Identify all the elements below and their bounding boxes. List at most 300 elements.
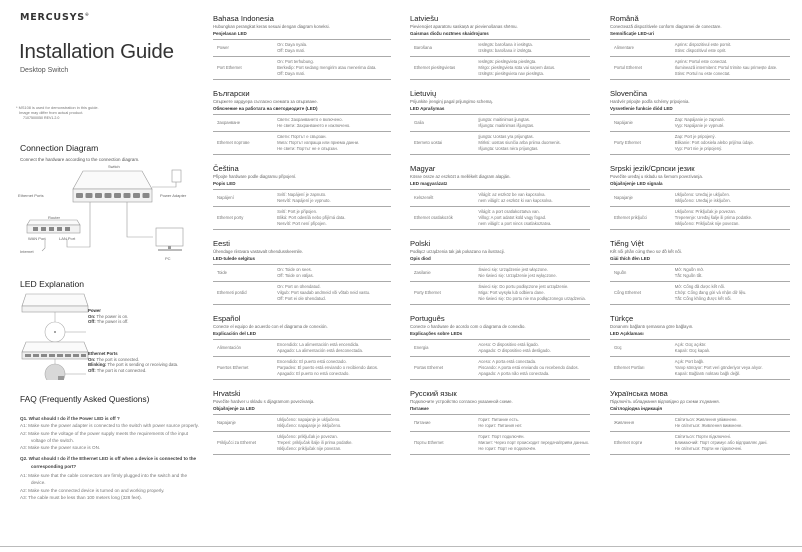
router-label: Router (48, 215, 61, 220)
led-table (610, 39, 790, 80)
led-table-row (213, 415, 391, 432)
led-state: On: Toide on sees. (277, 267, 312, 272)
led-table-row (213, 357, 391, 380)
led-name: Eterneto uostai (414, 140, 443, 145)
led-states (478, 57, 590, 80)
language-description: Hardvér pripojte podľa schémy pripojenia. (610, 99, 690, 104)
led-table (410, 114, 590, 155)
language-title: Eesti (213, 239, 230, 248)
led-table-heading: Penjelasan LED (213, 31, 247, 36)
led-table-row (213, 265, 391, 282)
faq-answer: A1: Make sure the power adapter is connected to the switch with power source properly. (20, 423, 199, 429)
led-state: Świeci się: Urządzenie jest włączone. (478, 267, 548, 272)
led-state: Świeci się: Do portu podłączone jest urządzenie. (478, 284, 569, 289)
language-description: Připojte hardware podle diagramu připojení. (213, 174, 297, 179)
language-description: Підключіть обладнання відповідно до схеми з'єднання. (610, 399, 720, 404)
led-table-row (410, 415, 590, 432)
language-section (213, 389, 391, 455)
language-description: Подключите устройство согласно указанной схеме. (410, 399, 513, 404)
language-description: Conectează dispozitivele conform diagramei de conectare. (610, 24, 722, 29)
led-table-row (410, 432, 590, 455)
language-description: Свържете хардуера съгласно схемата за свързване. (213, 99, 318, 104)
led-state: Off: Daya mati. (277, 48, 305, 53)
language-section (610, 314, 790, 380)
led-states (277, 357, 391, 380)
led-table-row (410, 340, 590, 357)
led-table-heading: Gaismas diožu nozīmes skaidrojums (410, 31, 489, 36)
language-title: Magyar (410, 164, 436, 173)
led-name: Zasilanie (414, 270, 431, 275)
led-name: Питание (414, 420, 431, 425)
led-table-row (610, 357, 790, 380)
led-table-heading: LED Açıklaması (610, 331, 644, 336)
led-state: Блимаючий: Порт отримує або відправляє дані. (674, 440, 768, 445)
language-section (610, 164, 790, 230)
switch-front-icon (22, 342, 88, 359)
led-state: nem világít: az eszköz ki van kapcsolva. (478, 198, 553, 203)
language-section (610, 239, 790, 305)
led-table-row (610, 340, 790, 357)
led-name: Portas Ethernet (414, 365, 444, 370)
language-section (410, 239, 590, 305)
led-table-heading: Vysvetlenie funkcie diód LED (610, 106, 673, 111)
led-states (478, 340, 590, 357)
led-table (610, 189, 790, 230)
language-section (410, 89, 590, 155)
led-table (410, 414, 590, 455)
language-column-4 (610, 14, 790, 464)
led-table-heading: LED magyarázatz (410, 181, 448, 186)
led-state: Izslēgts: barošana ir izslēgta. (478, 48, 533, 53)
led-states (277, 57, 391, 80)
led-table-row (610, 132, 790, 155)
led-state: Горит: Питание есть. (478, 417, 519, 422)
led-state: Nie świeci się: Urządzenie jest wyłączone. (478, 273, 557, 278)
led-state: Világít: a port csatlakoztatva van. (478, 209, 540, 214)
led-table-row (410, 190, 590, 207)
led-name: Napajanje (217, 420, 236, 425)
language-description: Kösse össze az eszközt a mellékelt diagram alapján. (410, 174, 511, 179)
led-name: Barošana (414, 45, 432, 50)
language-description: Hubungkan perangkat keras sesuai dengan diagram koneksi. (213, 24, 330, 29)
led-state: Svítí: Napájení je zapnuto. (277, 192, 327, 197)
language-description: Povežite uređaj u skladu sa šemom povezivanja. (610, 174, 703, 179)
language-description: Conecte o hardware de acordo com o diagrama de conexão. (410, 324, 526, 329)
language-title: Português (410, 314, 445, 323)
led-state: On: Port on ühendatud. (277, 284, 321, 289)
led-table-heading: Світлодіодна індикація (610, 406, 663, 411)
led-states (478, 190, 590, 207)
led-name: Ethernet портове (217, 140, 250, 145)
led-name: Ethernet porty (217, 215, 244, 220)
led-table-row (410, 357, 590, 380)
led-states (675, 415, 790, 432)
led-table (610, 114, 790, 155)
led-name: Porty Ethernet (414, 290, 441, 295)
led-state: Blikanie: Port odosiela alebo prijíma údaje. (674, 140, 754, 145)
led-name: Power (217, 45, 229, 50)
led-state: Iluminează intermitent: Portul trimite sau primește date. (674, 65, 778, 70)
led-diagram (18, 290, 198, 380)
switch-label: Switch (108, 164, 120, 169)
switch-top-icon (22, 294, 88, 312)
led-state: Apagado: El puerto no está conectado. (277, 371, 350, 376)
language-title: Bahasa Indonesia (213, 14, 274, 23)
led-state: Mở: Nguồn mở. (674, 267, 705, 272)
led-states (675, 432, 790, 455)
led-state: Uključeno: priključak je povezan. (277, 434, 338, 439)
document-code: 7107500050 REV1.2.0 (23, 116, 60, 120)
led-table-row (610, 40, 790, 57)
language-title: Tiếng Việt (610, 239, 644, 248)
language-section (610, 89, 790, 155)
led-table-heading: Opis diod (410, 256, 431, 261)
language-description: Pievienojiet aparatūru saskaņā ar pievienošanas shēmu. (410, 24, 518, 29)
demo-note: * MS108 is used for demonstration in this guide. Image may differ from actual product. (16, 105, 99, 115)
led-state: Mirksi: uostas siunčia arba priima duomenis. (478, 140, 561, 145)
led-name: Порты Ethernet (414, 440, 444, 445)
led-state: Off: Port ei ole ühendatud. (277, 296, 326, 301)
led-state: Chớp: Cổng đang gửi và nhận dữ liệu. (674, 290, 747, 295)
led-states (675, 40, 790, 57)
led-name: Porty Ethernet (614, 140, 641, 145)
led-table (410, 39, 590, 80)
led-table-heading: Explicación del LED (213, 331, 257, 336)
led-state: Uključeno: Priključak je povezan. (674, 209, 737, 214)
led-states (277, 207, 391, 230)
led-state: Berkedip: Port sedang mengirim atau menerima data. (277, 65, 377, 70)
led-state: Stins: dispozitivul este oprit. (674, 48, 727, 53)
faq-answer: A1: Make sure that the cable connectors are firmly plugged into the switch and the device. (20, 473, 187, 486)
language-column-2 (213, 14, 391, 464)
wan-port-label: WAN Port (28, 236, 46, 241)
led-table-row (610, 432, 790, 455)
faq-answer: A2: Make sure the connected device is turned on and working properly. (20, 487, 165, 493)
led-state: Bliká: Port odesílá nebo přijímá data. (277, 215, 346, 220)
led-table-heading: Питание (410, 406, 429, 411)
led-state: Nesvítí: Napájení je vypnuto. (277, 198, 331, 203)
led-name: Ethernet pieslēgvietas (414, 65, 456, 70)
led-table-row (213, 115, 391, 132)
language-title: Türkçe (610, 314, 634, 323)
led-table (213, 264, 391, 305)
led-state: Apagado: A porta não está conectada. (478, 371, 550, 376)
led-table (410, 264, 590, 305)
led-state: Світиться: Живлення увімкнене. (674, 417, 738, 422)
led-table (213, 414, 391, 455)
led-state: Açık: Port bağlı. (674, 359, 705, 364)
led-states (478, 357, 590, 380)
led-state: Zap: Port je pripojený. (674, 134, 716, 139)
led-state: Kapalı: Bağlantı noktası bağlı değil. (674, 371, 741, 376)
led-states (277, 132, 391, 155)
led-states (277, 340, 391, 357)
led-state: Мигает: Через порт происходит передача/приём данных. (478, 440, 590, 445)
led-state: Світиться: Порти підключені. (674, 434, 731, 439)
led-name: Alimentación (217, 345, 241, 350)
led-table-row (410, 40, 590, 57)
led-state: Zap: Napájanie je zapnuté. (674, 117, 725, 122)
language-description: Podłącz urządzenia tak jak pokazano na ilustracji. (410, 249, 505, 254)
led-name: Napájanie (614, 120, 633, 125)
connection-diagram-title: Connection Diagram (20, 143, 99, 153)
faq-answer: A3: The cable must be less than 100 meters long (328 feet). (20, 494, 142, 500)
led-table-row (610, 415, 790, 432)
led-states (478, 432, 590, 455)
led-states (675, 357, 790, 380)
led-table-row (610, 190, 790, 207)
led-table-row (410, 282, 590, 305)
pc-label: PC (165, 256, 171, 261)
led-state: On: Port terhubung. (277, 59, 314, 64)
led-state: Açık: Güç açıktır. (674, 342, 707, 347)
guide-subtitle: Desktop Switch (20, 67, 69, 74)
led-state: Įjungta: maitinimas įjungtas. (478, 117, 531, 122)
brand-logo: MERCUSYS® (20, 12, 90, 24)
language-title: Polski (410, 239, 431, 248)
led-states (277, 115, 391, 132)
led-name: Kelszenélt (414, 195, 434, 200)
led-states (478, 265, 590, 282)
language-section (213, 239, 391, 305)
language-section (213, 14, 391, 80)
guide-title: Installation Guide (19, 40, 174, 63)
power-adapter-label: Power Adapter (160, 193, 187, 198)
led-table-row (213, 40, 391, 57)
led-states (478, 282, 590, 305)
led-state: Világít: az eszköz be van kapcsolva. (478, 192, 546, 197)
language-title: Українська мова (610, 389, 668, 398)
led-explanation-title: LED Explanation (20, 279, 85, 289)
led-state: Piscando: A porta está enviando ou recebendo dados. (478, 365, 579, 370)
language-title: Hrvatski (213, 389, 241, 398)
led-table-row (410, 115, 590, 132)
led-name: Galia (414, 120, 424, 125)
led-state: Yanıp sönüyor: Port veri gönderiyor veya alıyor. (674, 365, 763, 370)
led-state: Svítí: Port je připojen. (277, 209, 318, 214)
led-states (478, 207, 590, 230)
led-table-heading: Semnificaţie LED-uri (610, 31, 655, 36)
led-table-row (213, 432, 391, 455)
led-state: Isključeno: napajanje je isključeno. (277, 423, 342, 428)
led-name: Ethernet csatlakozók (414, 215, 453, 220)
faq-question: Q2. What should I do if the Ethernet LED is off when a device is connected to the corresponding port? (20, 456, 197, 469)
led-table-row (213, 132, 391, 155)
language-title: Čeština (213, 164, 239, 173)
led-table-row (610, 57, 790, 80)
led-table-row (213, 282, 391, 305)
led-states (675, 190, 790, 207)
pc-icon (156, 228, 183, 251)
led-states (675, 57, 790, 80)
led-states (277, 415, 391, 432)
led-table-heading: Objašnjenje LED signala (610, 181, 663, 186)
language-column-3 (410, 14, 590, 464)
led-table-row (410, 132, 590, 155)
led-state: Off: Toide on väljas. (277, 273, 314, 278)
language-title: Slovenčina (610, 89, 648, 98)
led-state: Не горит: Порт не подключён. (478, 446, 537, 451)
led-name: Cổng Ethernet (614, 290, 642, 295)
language-section (410, 14, 590, 80)
power-adapter-icon (152, 170, 181, 187)
led-state: Isključeno: priključak nije povezan. (277, 446, 342, 451)
language-section (410, 164, 590, 230)
led-state: Aprins: Portul este conectat. (674, 59, 728, 64)
led-table-row (610, 282, 790, 305)
led-state: Vyp: Port nie je pripojený. (674, 146, 723, 151)
connection-diagram (15, 165, 200, 265)
led-name: Puertos Ethernet (217, 365, 249, 370)
led-state: Свети: Захранването е включено. (277, 117, 343, 122)
led-states (277, 265, 391, 282)
faq-answer: A3: Make sure the power source is ON. (20, 445, 101, 451)
led-state: Mirgo: pieslēgvieta sūta vai saņem datus. (478, 65, 556, 70)
power-led-text: Power On: The power is on. Off: The power is off. (88, 308, 129, 324)
faq-answer: A2: Make sure the voltage of the power supply meets the requirements of the input voltage of the switch. (20, 430, 189, 443)
led-state: Isključeno: Priključak nije povezan. (674, 221, 740, 226)
language-title: Română (610, 14, 639, 23)
led-state: Aprins: dispozitivul este pornit. (674, 42, 732, 47)
led-name: Energia (414, 345, 429, 350)
led-name: Portul Ethernet (614, 65, 642, 70)
led-table (610, 339, 790, 380)
led-states (277, 432, 391, 455)
led-name: Живлення (614, 420, 634, 425)
language-title: Lietuvių (410, 89, 437, 98)
connection-diagram-illustration (15, 165, 200, 265)
led-table-heading: LED-tulede selgitus (213, 256, 256, 261)
led-state: Не світиться: Живлення вимкнене. (674, 423, 743, 428)
led-table (213, 114, 391, 155)
led-table-heading: Обяснение на работата на светодиодите (LED) (213, 106, 318, 111)
led-table (410, 339, 590, 380)
lan-port-label: LAN Port (59, 236, 76, 241)
ethernet-led-text: Ethernet Ports On: The port is connected. Blinking: The port is sending or receiving data. Off: The port is not connected. (88, 351, 179, 373)
led-state: Kapalı: Güç kapalı. (674, 348, 711, 353)
internet-label: Internet (20, 249, 34, 254)
language-title: Español (213, 314, 241, 323)
language-description: Conecte el equipo de acuerdo con el diagrama de conexión. (213, 324, 328, 329)
led-states (478, 415, 590, 432)
router-icon (27, 220, 80, 233)
led-state: Vyp: Napájanie je vypnuté. (674, 123, 725, 128)
page-bottom-divider (0, 546, 802, 547)
led-state: Įjungta: Uostas yra prijungtas. (478, 134, 534, 139)
led-state: Išjungta: maitinimas išjungtas. (478, 123, 535, 128)
led-states (277, 190, 391, 207)
led-state: Aceso: O dispositivo está ligado. (478, 342, 539, 347)
led-state: Villog: A port adatot küld vagy fogad. (478, 215, 547, 220)
led-state: Горит: Порт подключён. (478, 434, 525, 439)
led-table (410, 189, 590, 230)
led-state: On: Daya nyala. (277, 42, 308, 47)
language-title: Srpski jezik/Српски језик (610, 164, 695, 173)
led-state: Ieslēgts: pieslēgvieta pieslēgta. (478, 59, 537, 64)
language-section (410, 389, 590, 455)
led-name: Priključci za Ethernet (217, 440, 257, 445)
language-description: Prijunkite įrenginį pagal prijungimo schemą. (410, 99, 493, 104)
led-name: Ethernet Portları (614, 365, 645, 370)
led-name: Toide (217, 270, 228, 275)
faq-question: Q1. What should I do if the Power LED is off ? (20, 416, 120, 421)
led-states (675, 340, 790, 357)
led-table-row (610, 207, 790, 230)
led-table-heading: LED Aprašymas (410, 106, 445, 111)
led-name: Захранване (217, 120, 241, 125)
led-state: Uključeno: napajanje je uključeno. (277, 417, 341, 422)
led-table-row (410, 57, 590, 80)
led-table-heading: Objašnjenje za LED (213, 406, 255, 411)
connection-diagram-desc: Connect the hardware according to the connection diagram. (20, 157, 140, 162)
led-state: Apagado: O dispositivo está desligado. (478, 348, 551, 353)
led-state: Не свети: Портът не е свързан. (277, 146, 338, 151)
led-state: Мига: Портът изпраща или приема данни. (277, 140, 360, 145)
led-state: Не світиться: Порти не підключені. (674, 446, 743, 451)
led-states (478, 40, 590, 57)
led-name: Napajanje (614, 195, 633, 200)
led-state: Off: Daya mati. (277, 71, 305, 76)
led-table (213, 339, 391, 380)
language-section (213, 314, 391, 380)
language-description: Kết nối phần cứng theo sơ đồ kết nối. (610, 249, 682, 254)
led-name: Alimentare (614, 45, 635, 50)
led-state: Encendido: La alimentación está encendida. (277, 342, 360, 347)
led-table-row (410, 265, 590, 282)
led-table-heading: Explicações sobre LEDs (410, 331, 463, 336)
led-name: Güç (614, 345, 622, 350)
led-name: Port Ethernet (217, 65, 242, 70)
led-state: Mở: Cổng đã được kết nối. (674, 284, 725, 289)
led-state: Parpadeo: El puerto está enviando o recibiendo datos. (277, 365, 379, 370)
led-states (277, 40, 391, 57)
led-name: Etherneti pordid (217, 290, 247, 295)
led-state: Treperenje: Uređaj šalje ili prima podatke. (674, 215, 753, 220)
led-states (478, 132, 590, 155)
language-section (610, 14, 790, 80)
led-state: Uključeno: Uređaj je uključen. (674, 192, 730, 197)
led-state: Tắt: Nguồn tắt. (674, 273, 703, 278)
led-states (277, 282, 391, 305)
led-name: Ethernet priključci (614, 215, 648, 220)
language-section (213, 164, 391, 230)
led-state: Izslēgts: pieslēgvieta nav pieslēgta. (478, 71, 545, 76)
faq-title: FAQ (Frequently Asked Questions) (20, 394, 150, 404)
led-name: Napájení (217, 195, 234, 200)
led-state: Stins: Portul nu este conectat. (674, 71, 731, 76)
led-state: Išjungta: Uostas nėra prijungtas. (478, 146, 539, 151)
led-states (675, 207, 790, 230)
led-state: Не горит: Питания нет. (478, 423, 523, 428)
led-name: Ethernet порти (614, 440, 643, 445)
led-table-row (213, 57, 391, 80)
led-state: nem világít: a port nincs csatlakoztatva. (478, 221, 552, 226)
led-state: Isključeno: Uređaj je isključen. (674, 198, 731, 203)
led-state: Свети: Портът е свързан. (277, 134, 327, 139)
led-name: Nguồn (614, 270, 627, 275)
led-table (213, 39, 391, 80)
led-states (675, 265, 790, 282)
language-description: Ühendage riistvara vastavalt ühendusskeemile. (213, 249, 304, 254)
led-states (478, 115, 590, 132)
led-state: Aceso: A porta está conectada. (478, 359, 537, 364)
led-table-heading: Popis LED (213, 181, 236, 186)
led-state: Vilgub: Port saadab andmeid või võtab neid vastu. (277, 290, 371, 295)
led-state: Tắt: Cổng không được kết nối. (674, 296, 732, 301)
ethernet-ports-label: Ethernet Ports (18, 193, 44, 198)
led-states (675, 132, 790, 155)
led-state: Не свети: Захранването е изключено. (277, 123, 351, 128)
